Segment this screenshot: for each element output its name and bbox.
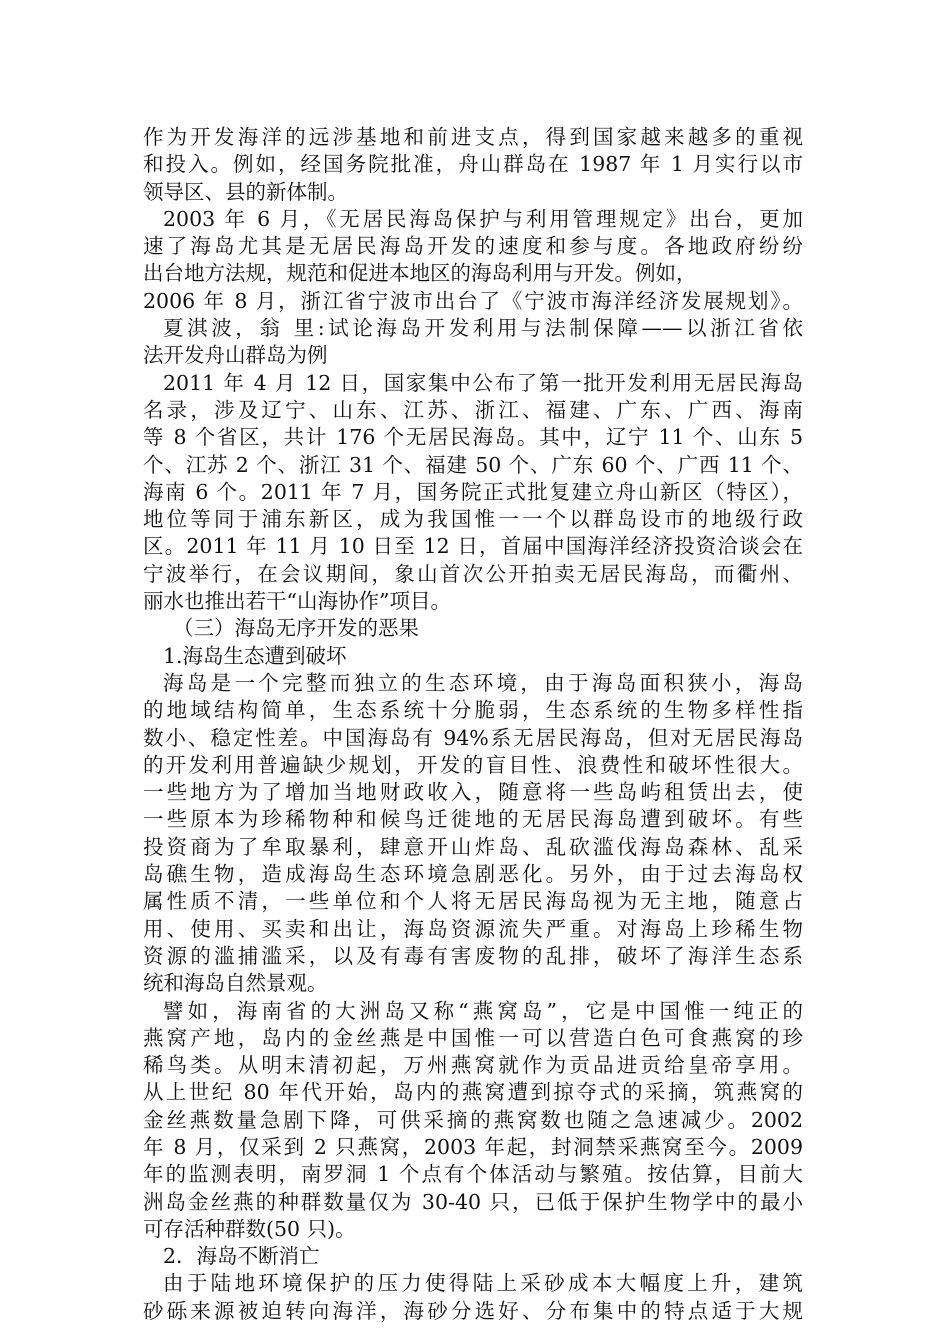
subsection-heading: 1.海岛生态遭到破坏	[163, 643, 347, 668]
text-line: 稀鸟类。从明末清初起，万州燕窝就作为贡品进贡给皇帝享用。	[143, 1053, 803, 1078]
subsection-heading: 2．海岛不断消亡	[163, 1244, 320, 1269]
text-line: 譬如，海南省的大洲岛又称“燕窝岛”，它是中国惟一纯正的	[163, 998, 803, 1023]
text-line: 的开发利用普遍缺少规划，开发的盲目性、浪费性和破坏性很大。	[143, 752, 803, 777]
text-line: 年的监测表明，南罗洞 1 个点有个体活动与繁殖。按估算，目前大	[143, 1162, 803, 1187]
text-line: 数小、稳定性差。中国海岛有 94%系无居民海岛，但对无居民海岛	[143, 725, 803, 750]
text-line: 属性质不清，一些单位和个人将无居民海岛视为无主地，随意占	[143, 889, 803, 914]
text-line: 用、使用、买卖和出让，海岛资源流失严重。对海岛上珍稀生物	[143, 916, 803, 941]
text-line: 可存活种群数(50 只)。	[143, 1216, 356, 1241]
text-line: 海南 6 个。2011 年 7 月，国务院正式批复建立舟山新区（特区），	[143, 479, 803, 504]
text-line: 一些地方为了增加当地财政收入，随意将一些岛屿租赁出去，使	[143, 780, 803, 805]
text-line: 等 8 个省区，共计 176 个无居民海岛。其中，辽宁 11 个、山东 5	[143, 425, 803, 450]
text-line: 丽水也推出若干“山海协作”项目。	[143, 589, 451, 614]
text-line: 区。2011 年 11 月 10 日至 12 日，首届中国海洋经济投资洽谈会在	[143, 534, 803, 559]
text-line: 宁波举行，在会议期间，象山首次公开拍卖无居民海岛，而衢州、	[143, 561, 803, 586]
text-line: 2006 年 8 月，浙江省宁波市出台了《宁波市海洋经济发展规划》。	[143, 288, 803, 313]
text-line: 一些原本为珍稀物种和候鸟迁徙地的无居民海岛遭到破坏。有些	[143, 807, 803, 832]
text-line: 地位等同于浦东新区，成为我国惟一一个以群岛设市的地级行政	[143, 507, 803, 532]
text-line: 金丝燕数量急剧下降，可供采摘的燕窝数也随之急速减少。2002	[143, 1107, 803, 1132]
text-line: 法开发舟山群岛为例	[143, 343, 328, 368]
text-line: 出台地方法规，规范和促进本地区的海岛利用与开发。例如，	[143, 261, 697, 286]
text-line: 由于陆地环境保护的压力使得陆上采砂成本大幅度上升，建筑	[163, 1271, 803, 1296]
text-line: 统和海岛自然景观。	[143, 971, 328, 996]
document-body	[143, 124, 803, 1325]
text-line: 投资商为了牟取暴利，肆意开山炸岛、乱砍滥伐海岛森林、乱采	[143, 834, 803, 859]
text-line: 海岛是一个完整而独立的生态环境，由于海岛面积狭小，海岛	[163, 670, 803, 695]
text-line: 年 8 月，仅采到 2 只燕窝，2003 年起，封洞禁采燕窝至今。2009	[143, 1134, 803, 1159]
text-line: 2011 年 4 月 12 日，国家集中公布了第一批开发利用无居民海岛	[163, 370, 803, 395]
text-line: 速了海岛尤其是无居民海岛开发的速度和参与度。各地政府纷纷	[143, 234, 803, 259]
text-line: 砂砾来源被迫转向海洋，海砂分选好、分布集中的特点适于大规	[143, 1298, 803, 1323]
text-line: 燕窝产地，岛内的金丝燕是中国惟一可以营造白色可食燕窝的珍	[143, 1025, 803, 1050]
text-line: 和投入。例如，经国务院批准，舟山群岛在 1987 年 1 月实行以市	[143, 152, 803, 177]
section-heading: （三）海岛无序开发的恶果	[173, 616, 419, 641]
text-line: 资源的滥捕滥采，以及有毒有害废物的乱排，破坏了海洋生态系	[143, 943, 803, 968]
text-line: 的地域结构简单，生态系统十分脆弱，生态系统的生物多样性指	[143, 698, 803, 723]
text-line: 岛礁生物，造成海岛生态环境急剧恶化。另外，由于过去海岛权	[143, 862, 803, 887]
text-line: 从上世纪 80 年代开始，岛内的燕窝遭到掠夺式的采摘，筑燕窝的	[143, 1080, 803, 1105]
text-line: 洲岛金丝燕的种群数量仅为 30-40 只，已低于保护生物学中的最小	[143, 1189, 803, 1214]
text-line: 2003 年 6 月，《无居民海岛保护与利用管理规定》出台，更加	[163, 206, 803, 231]
text-line: 夏淇波，翁 里:试论海岛开发利用与法制保障——以浙江省依	[163, 316, 803, 341]
text-line: 个、江苏 2 个、浙江 31 个、福建 50 个、广东 60 个、广西 11 个、	[143, 452, 803, 477]
text-line: 名录，涉及辽宁、山东、江苏、浙江、福建、广东、广西、海南	[143, 397, 803, 422]
text-line: 领导区、县的新体制。	[143, 179, 348, 204]
text-line: 作为开发海洋的远涉基地和前进支点，得到国家越来越多的重视	[143, 125, 803, 149]
